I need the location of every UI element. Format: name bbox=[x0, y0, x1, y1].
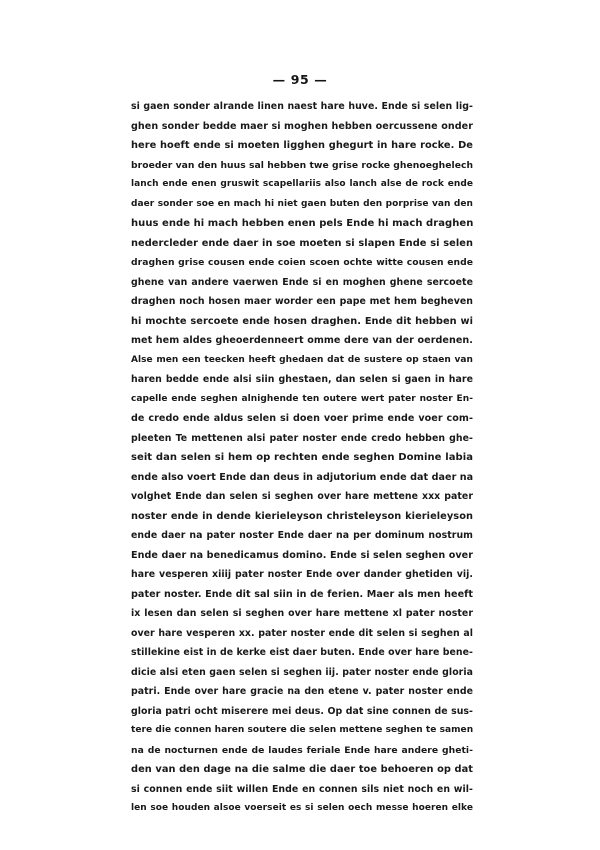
text-line: huus ende hi mach hebben enen pels Ende hi mach draghen bbox=[131, 218, 474, 229]
text-line: met hem aldes gheoerdenneert omme dere van der oerdenen. bbox=[131, 335, 473, 346]
text-line: draghen noch hosen maer worder een pape met hem begheven bbox=[131, 296, 473, 307]
text-line: hi mochte sercoete ende hosen draghen. Ende dit hebben wi bbox=[131, 315, 473, 327]
text-line: stillekine eist in de kerke eist daer buten. Ende over hare bene- bbox=[131, 647, 473, 658]
text-line: Alse men een teecken heeft ghedaen dat de sustere op staen van bbox=[131, 354, 473, 365]
text-line: ende daer na pater noster Ende daer na per dominum nostrum bbox=[131, 530, 473, 541]
text-line: gloria patri ocht miserere mei deus. Op dat sine connen de sus- bbox=[131, 705, 473, 717]
page-number: — 95 — bbox=[272, 72, 328, 87]
text-line: seit dan selen si hem op rechten ende seghen Domine labia bbox=[131, 452, 473, 463]
text-line: volghet Ende dan selen si seghen over hare mettene xxx pater bbox=[131, 491, 473, 502]
text-line: len soe houden alsoe voerseit es si selen oech messe hoeren elke bbox=[131, 803, 473, 813]
text-line: tere die connen haren soutere die selen mettene seghen te samen bbox=[131, 725, 474, 735]
text-line: pleeten Te mettenen alsi pater noster ende credo hebben ghe- bbox=[131, 432, 473, 444]
text-line: si connen ende siit willen Ende en connen sils niet noch en wil- bbox=[131, 783, 473, 795]
text-line: ende also voert Ende dan deus in adjutorium ende dat daer na bbox=[131, 471, 474, 483]
text-line: Ende daer na benedicamus domino. Ende si selen seghen over bbox=[131, 549, 473, 561]
text-line: ghen sonder bedde maer si moghen hebben oercussene onder bbox=[131, 120, 473, 132]
text-line: dicie alsi eten gaen selen si seghen iij. pater noster ende gloria bbox=[131, 666, 473, 678]
text-line: over hare vesperen xx. pater noster ende dit selen si seghen al bbox=[131, 627, 473, 639]
text-line: haren bedde ende alsi siin ghestaen, dan selen si gaen in hare bbox=[131, 374, 473, 385]
text-line: ix lesen dan selen si seghen over hare mettene xl pater noster bbox=[131, 608, 473, 619]
text-line: ghene van andere vaerwen Ende si en moghen ghene sercoete bbox=[131, 276, 473, 288]
text-line: capelle ende seghen alnighende ten outere wert pater noster En- bbox=[131, 393, 473, 404]
text-line: de credo ende aldus selen si doen voer prime ende voer com- bbox=[131, 413, 473, 424]
body-text bbox=[131, 97, 473, 819]
text-line: patri. Ende over hare gracie na den etene v. pater noster ende bbox=[131, 686, 473, 697]
text-line: draghen grise cousen ende coien scoen ochte witte cousen ende bbox=[131, 257, 473, 268]
text-line: lanch ende enen gruswit scapellariis also lanch alse de rock ende bbox=[131, 179, 473, 189]
text-line: daer sonder soe en mach hi niet gaen buten den porprise van den bbox=[131, 198, 473, 209]
text-line: si gaen sonder alrande linen naest hare huve. Ende si selen lig- bbox=[131, 101, 473, 112]
text-line: na de nocturnen ende de laudes feriale Ende hare andere gheti- bbox=[131, 744, 473, 756]
text-line: pater noster. Ende dit sal siin in de ferien. Maer als men heeft bbox=[131, 588, 473, 600]
text-line: den van den dage na die salme die daer toe behoeren op dat bbox=[131, 764, 473, 775]
text-line: here hoeft ende si moeten ligghen ghegurt in hare rocke. De bbox=[131, 140, 473, 151]
text-line: hare vesperen xiiij pater noster Ende over dander ghetiden vij. bbox=[131, 569, 473, 580]
text-line: broeder van den huus sal hebben twe grise rocke ghenoeghelech bbox=[131, 159, 474, 171]
text-line: nedercleder ende daer in soe moeten si slapen Ende si selen bbox=[131, 237, 473, 249]
text-line: noster ende in dende kierieleyson christeleyson kierieleyson bbox=[131, 510, 473, 522]
